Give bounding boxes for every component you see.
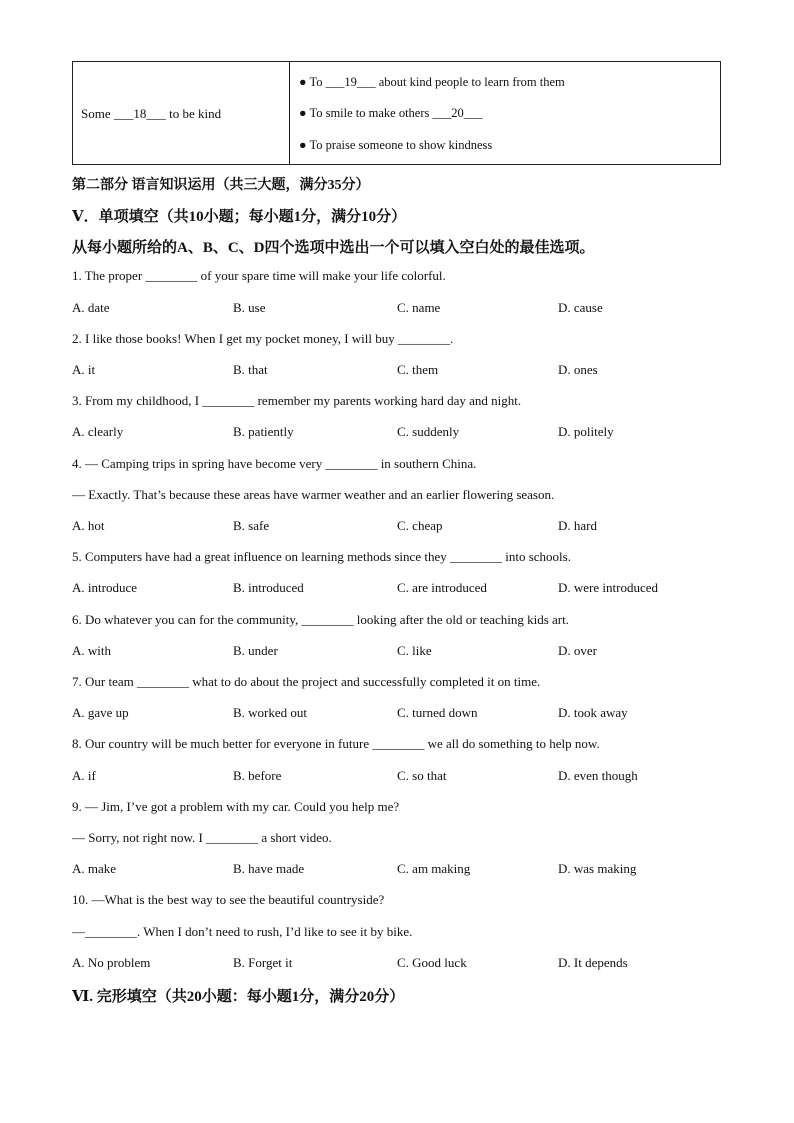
question-4-option-d: D. hard (558, 518, 597, 533)
question-5-stem: 5. Computers have had a great influence on learning methods since they ________ into schools. (72, 549, 571, 564)
question-7-option-a: A. gave up (72, 705, 129, 720)
question-8-option-a: A. if (72, 768, 96, 783)
question-10-stem: 10. —What is the best way to see the beautiful countryside? (72, 892, 385, 907)
question-7-stem: 7. Our team ________ what to do about the project and successfully completed it on time. (72, 674, 541, 689)
question-4-option-c: C. cheap (397, 518, 443, 533)
question-7-option-c: C. turned down (397, 705, 478, 720)
question-1-option-b: B. use (233, 300, 266, 315)
question-4-stem-2: — Exactly. That’s because these areas have warmer weather and an earlier flowering season. (72, 487, 555, 502)
question-4-option-b: B. safe (233, 518, 270, 533)
question-10-option-b: B. Forget it (233, 955, 293, 970)
section5-instruction: 从每小题所给的A、B、C、D四个选项中选出一个可以填入空白处的最佳选项。 (72, 240, 595, 256)
question-5-option-a: A. introduce (72, 580, 137, 595)
table-bullet-2: ● To smile to make others ___20___ (299, 106, 483, 120)
table-bullet-1: ● To ___19___ about kind people to learn from them (299, 75, 565, 89)
section6-title: Ⅵ. 完形填空（共20小题：每小题1分，满分20分） (72, 989, 405, 1005)
question-6-option-c: C. like (397, 643, 432, 658)
summary-table (72, 61, 721, 165)
question-1-option-a: A. date (72, 300, 110, 315)
question-8-option-b: B. before (233, 768, 282, 783)
question-9-option-b: B. have made (233, 861, 305, 876)
table-divider (289, 62, 290, 164)
question-7-option-d: D. took away (558, 705, 628, 720)
question-3-stem: 3. From my childhood, I ________ remember my parents working hard day and night. (72, 393, 522, 408)
question-10-option-d: D. It depends (558, 955, 628, 970)
question-1-option-c: C. name (397, 300, 441, 315)
table-bullet-3: ● To praise someone to show kindness (299, 138, 493, 152)
question-1-option-d: D. cause (558, 300, 603, 315)
section5-title: Ⅴ．单项填空（共10小题；每小题1分，满分10分） (72, 209, 407, 225)
table-left-cell: Some ___18___ to be kind (81, 106, 222, 121)
question-3-option-b: B. patiently (233, 424, 294, 439)
question-3-option-c: C. suddenly (397, 424, 460, 439)
question-8-stem: 8. Our country will be much better for everyone in future ________ we all do something to help now. (72, 736, 600, 751)
question-5-option-c: C. are introduced (397, 580, 487, 595)
question-5-option-d: D. were introduced (558, 580, 658, 595)
question-9-stem-2: — Sorry, not right now. I ________ a short video. (72, 830, 332, 845)
question-1-stem: 1. The proper ________ of your spare time will make your life colorful. (72, 268, 446, 283)
question-6-option-b: B. under (233, 643, 278, 658)
question-10-option-a: A. No problem (72, 955, 151, 970)
question-8-option-c: C. so that (397, 768, 447, 783)
question-7-option-b: B. worked out (233, 705, 308, 720)
question-9-option-a: A. make (72, 861, 117, 876)
question-6-option-a: A. with (72, 643, 111, 658)
question-2-option-c: C. them (397, 362, 439, 377)
question-9-option-c: C. am making (397, 861, 471, 876)
question-4-stem: 4. — Camping trips in spring have become very ________ in southern China. (72, 456, 477, 471)
question-2-option-b: B. that (233, 362, 268, 377)
question-9-option-d: D. was making (558, 861, 637, 876)
question-10-option-c: C. Good luck (397, 955, 467, 970)
question-2-option-d: D. ones (558, 362, 598, 377)
question-2-option-a: A. it (72, 362, 96, 377)
question-5-option-b: B. introduced (233, 580, 304, 595)
part2-title: 第二部分 语言知识运用（共三大题，满分35分） (72, 178, 370, 193)
question-8-option-d: D. even though (558, 768, 638, 783)
question-9-stem: 9. — Jim, I’ve got a problem with my car. Could you help me? (72, 799, 400, 814)
question-6-stem: 6. Do whatever you can for the community, ________ looking after the old or teaching kids art. (72, 612, 570, 627)
question-4-option-a: A. hot (72, 518, 105, 533)
question-3-option-a: A. clearly (72, 424, 124, 439)
question-10-stem-2: —________. When I don’t need to rush, I’d like to see it by bike. (72, 924, 413, 939)
question-3-option-d: D. politely (558, 424, 614, 439)
question-2-stem: 2. I like those books! When I get my pocket money, I will buy ________. (72, 331, 454, 346)
question-6-option-d: D. over (558, 643, 597, 658)
